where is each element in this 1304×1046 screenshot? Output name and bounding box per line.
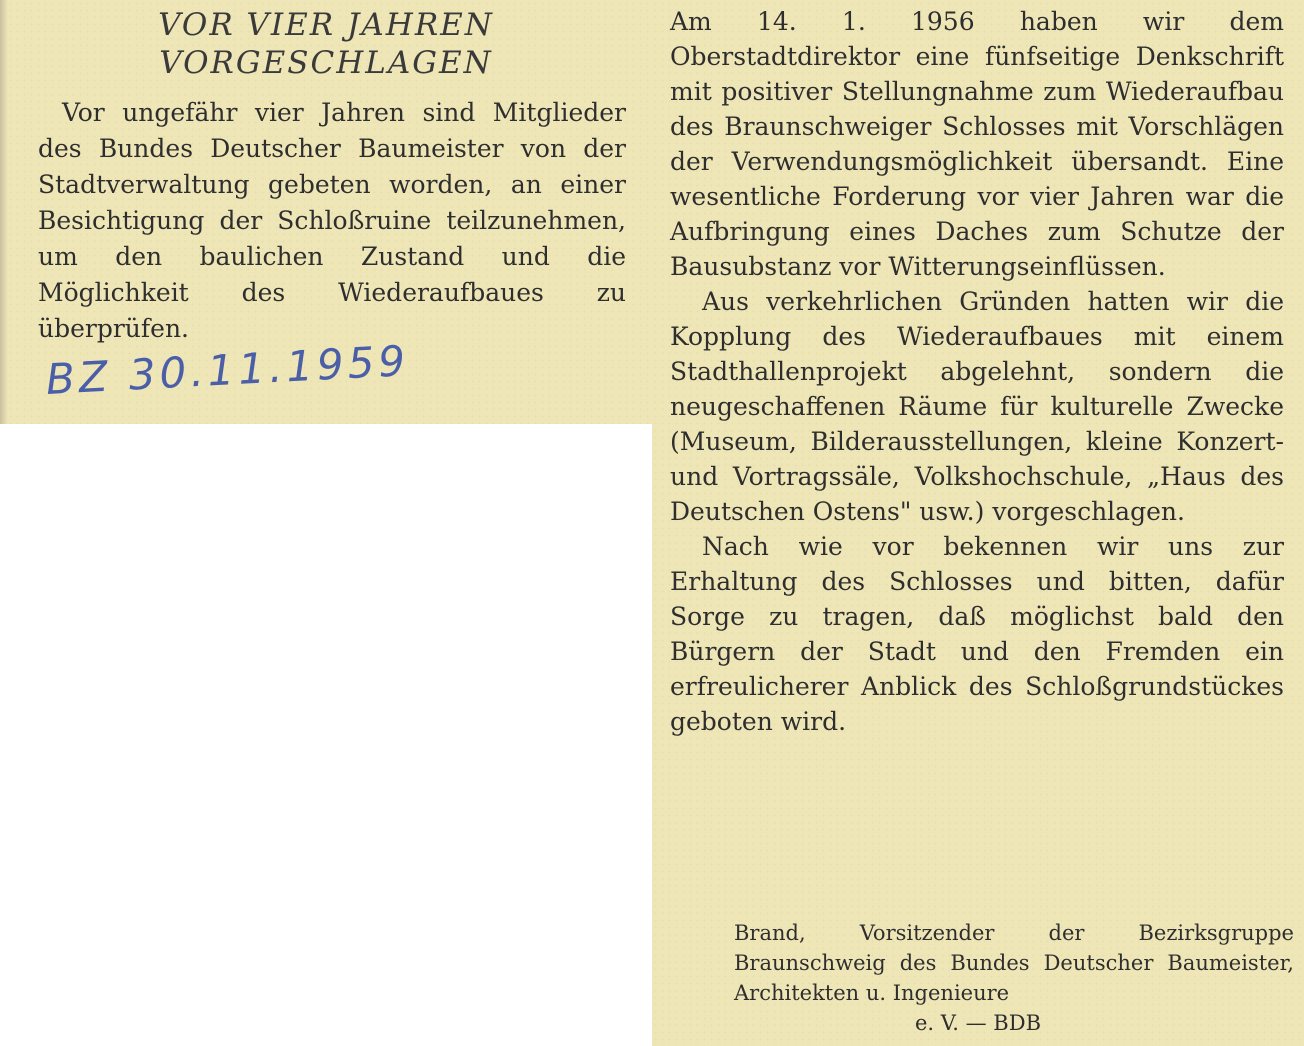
right-column-text xyxy=(670,4,1284,739)
headline-line-2: VORGESCHLAGEN xyxy=(159,45,493,81)
intro-paragraph: Vor ungefähr vier Jahren sind Mitglieder des Bundes Deutscher Baumeister von der Stadtverwaltung gebeten worden, an einer Besichtigung der Schloßruine teilzunehmen, um den baulichen Zustand und die Möglichkeit des Wiederaufbaues zu überprüfen. xyxy=(38,98,626,343)
signature-block: Brand, Vorsitzender der Bezirksgruppe Braunschweig des Bundes Deutscher Baumeister, Architekten u. Ingenieure xyxy=(734,921,1294,1005)
paragraph-memorandum: Am 14. 1. 1956 haben wir dem Oberstadtdirektor eine fünfseitige Denkschrift mit positiver Stellungnahme zum Wiederaufbau des Braunschweiger Schlosses mit Vorschlägen der Verwendungsmöglichkeit übersandt. Eine wesentliche Forderung vor vier Jahren war die Aufbringung eines Daches zum Schutze der Bausubstanz vor Witterungseinflüssen. xyxy=(670,7,1284,281)
signature-organization: e. V. — BDB xyxy=(915,1011,1041,1035)
article-headline xyxy=(0,6,652,82)
handwritten-date-annotation: BZ 30.11.1959 xyxy=(44,336,411,404)
paragraph-traffic-reasons: Aus verkehrlichen Gründen hatten wir die Kopplung des Wiederaufbaues mit einem Stadthallenprojekt abgelehnt, sondern die neugeschaffenen Räume für kulturelle Zwecke (Museum, Bilderausstellungen, kleine Konzert- und Vortragssäle, Volkshochschule, „Haus des Deutschen Ostens" usw.) vorgeschlagen. xyxy=(670,287,1284,526)
headline-line-1: VOR VIER JAHREN xyxy=(158,7,494,43)
paragraph-conclusion: Nach wie vor bekennen wir uns zur Erhaltung des Schlosses und bitten, dafür Sorge zu tragen, daß möglichst bald den Bürgern der Stadt und den Fremden ein erfreulicherer Anblick des Schloßgrundstückes geboten wird. xyxy=(670,532,1284,736)
left-column-text xyxy=(38,95,626,347)
